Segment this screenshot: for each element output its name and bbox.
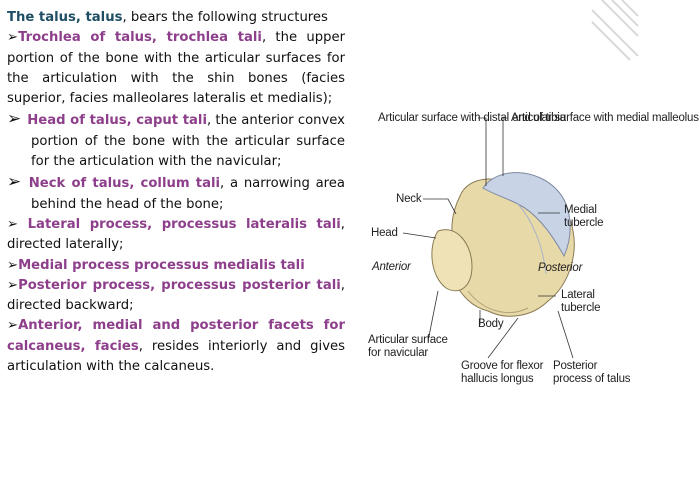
list-item-trochlea bbox=[7, 28, 345, 109]
desc-neck: , a narrowing area behind the head of the bone; bbox=[31, 176, 345, 212]
arrow-bullet-icon: ➢ bbox=[7, 318, 19, 334]
label-groove: Groove for flexor hallucis longus bbox=[461, 360, 544, 385]
desc-head: , the anterior convex portion of the bone with the articular surface for the articulation with the navicular; bbox=[31, 113, 345, 170]
arrow-bullet-icon: ➢ bbox=[7, 109, 28, 130]
term-head: Head of talus, caput tali bbox=[27, 113, 207, 129]
term-medial-process: Medial process processus medialis tali bbox=[18, 257, 305, 273]
label-articular-malleolus: Articular surface with medial malleolus bbox=[511, 112, 699, 124]
label-head: Head bbox=[371, 227, 398, 239]
list-item-facets bbox=[7, 316, 345, 377]
list-item-posterior-process bbox=[7, 276, 345, 317]
label-articular-tibia: Articular surface with distal end of tibia bbox=[378, 112, 566, 124]
intro-paragraph bbox=[7, 8, 345, 28]
desc-posterior-process: , directed backward; bbox=[7, 277, 345, 314]
arrow-bullet-icon: ➢ bbox=[7, 30, 19, 46]
list-item-neck bbox=[7, 172, 345, 215]
term-trochlea: Trochlea of talus, trochlea tali bbox=[18, 30, 262, 46]
term-lateral-process: Lateral process, processus lateralis tali bbox=[27, 216, 341, 232]
arrow-bullet-icon: ➢ bbox=[7, 257, 19, 273]
term-facets: Anterior, medial and posterior facets for calcaneus, facies bbox=[7, 318, 345, 354]
corner-decoration bbox=[592, 0, 638, 60]
desc-facets: , resides interiorly and gives articulation with the calcaneus. bbox=[7, 338, 345, 375]
list-item-head bbox=[7, 109, 345, 172]
text-body bbox=[7, 8, 345, 377]
label-posterior: Posterior bbox=[538, 262, 583, 274]
list-item-lateral-process bbox=[7, 215, 345, 256]
arrow-bullet-icon: ➢ bbox=[7, 172, 29, 193]
label-articular-navicular: Articular surface for navicular bbox=[368, 334, 448, 359]
label-neck: Neck bbox=[396, 193, 422, 205]
label-anterior: Anterior bbox=[372, 261, 411, 273]
term-posterior-process: Posterior process, processus posterior tali bbox=[18, 277, 341, 293]
intro-term: The talus, talus bbox=[7, 10, 123, 25]
intro-rest: , bears the following structures bbox=[122, 10, 328, 25]
label-posterior-process: Posterior process of talus bbox=[553, 360, 631, 385]
arrow-bullet-icon: ➢ bbox=[7, 216, 28, 232]
label-body: Body bbox=[478, 318, 504, 330]
label-lateral-tubercle: Lateral tubercle bbox=[561, 289, 601, 314]
list-item-medial-process bbox=[7, 256, 345, 276]
label-medial-tubercle: Medial tubercle bbox=[564, 204, 604, 229]
talus-figure bbox=[368, 96, 699, 406]
desc-lateral-process: , directed laterally; bbox=[7, 216, 345, 253]
term-neck: Neck of talus, collum tali bbox=[28, 176, 221, 192]
desc-trochlea: , the upper portion of the bone with the articular surfaces for the articulation with the shin bones (facies superior, facies malleolares lateralis et medialis); bbox=[7, 30, 345, 107]
arrow-bullet-icon: ➢ bbox=[7, 277, 19, 293]
